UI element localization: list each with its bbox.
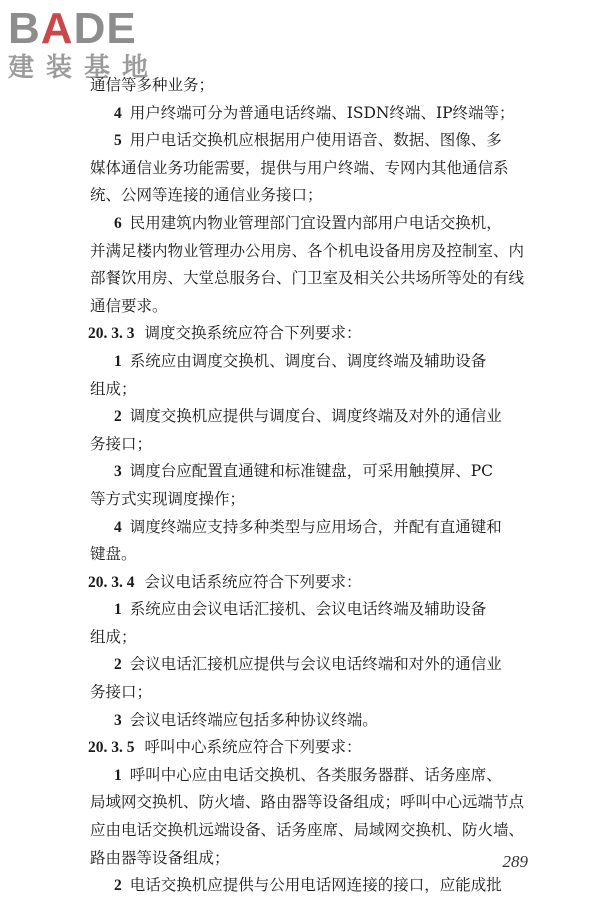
item-text: 用户电话交换机应根据用户使用语音、数据、图像、多: [129, 131, 502, 150]
continuation-line: 务接口；: [90, 683, 153, 702]
item-number: 6: [114, 214, 122, 232]
continuation-line: 媒体通信业务功能需要，提供与用户终端、专网内其他通信系: [90, 158, 509, 177]
continuation-line: 统、公网等连接的通信业务接口；: [90, 186, 323, 205]
continuation-line: 组成；: [90, 627, 137, 646]
list-item-line: [90, 707, 530, 735]
continuation-line: 等方式实现调度操作；: [90, 489, 246, 508]
item-text: 系统应由会议电话汇接机、会议电话终端及辅助设备: [129, 600, 487, 619]
item-text: 呼叫中心应由电话交换机、各类服务器群、话务座席、: [129, 765, 502, 784]
continuation-line: 键盘。: [90, 545, 137, 564]
item-text: 调度终端应支持多种类型与应用场合，并配有直通键和: [129, 517, 502, 536]
continuation-line: 通信要求。: [90, 296, 168, 315]
list-item-line: [90, 872, 530, 900]
item-text: 系统应由调度交换机、调度台、调度终端及辅助设备: [129, 351, 487, 370]
logo-subtitle: 建装基地: [8, 53, 161, 83]
item-number: 2: [114, 656, 122, 674]
continuation-line: 组成；: [90, 379, 137, 398]
section-text: 调度交换系统应符合下列要求：: [144, 324, 362, 343]
item-number: 5: [114, 132, 122, 150]
item-text: 调度交换机应提供与调度台、调度终端及对外的通信业: [129, 407, 502, 426]
section-heading: [90, 320, 530, 348]
item-text: 民用建筑内物业管理部门宜设置内部用户电话交换机，: [129, 213, 502, 232]
item-number: 2: [114, 877, 122, 895]
continuation-line: 并满足楼内物业管理办公用房、各个机电设备用房及控制室、内: [90, 241, 525, 260]
logo-brand-text: [8, 6, 178, 52]
item-text: 电话交换机应提供与公用电话网连接的接口，应能成批: [129, 876, 502, 895]
list-item-line: [90, 514, 530, 542]
item-number: 4: [114, 518, 122, 536]
body-text: [90, 72, 530, 900]
item-number: 3: [114, 711, 122, 729]
item-number: 1: [114, 601, 122, 619]
list-item-line: [90, 348, 530, 376]
section-heading: [90, 569, 530, 597]
logo-brand-a: A: [40, 4, 74, 53]
continuation-line: 通信等多种业务；: [90, 76, 215, 94]
item-text: 调度台应配置直通键和标准键盘，可采用触摸屏、PC: [129, 462, 494, 481]
list-item-line: [90, 596, 530, 624]
list-item-line: [90, 210, 530, 238]
continuation-line: 部餐饮用房、大堂总服务台、门卫室及相关公共场所等处的有线: [90, 269, 525, 288]
item-text: 会议电话终端应包括多种协议终端。: [129, 710, 378, 729]
page-number: 289: [502, 852, 528, 871]
item-number: 1: [114, 766, 122, 784]
logo-brand-de: DE: [73, 4, 137, 53]
item-number: 3: [114, 463, 122, 481]
list-item-line: [90, 651, 530, 679]
logo-brand-b: B: [8, 4, 41, 53]
continuation-line: 路由器等设备组成；: [90, 848, 230, 867]
list-item-line: [90, 100, 530, 128]
list-item-line: [90, 127, 530, 155]
section-number: 20. 3. 4: [88, 573, 135, 591]
list-item-line: [90, 762, 530, 790]
list-item-line: [90, 403, 530, 431]
item-text: 会议电话汇接机应提供与会议电话终端和对外的通信业: [129, 655, 502, 674]
item-number: 4: [114, 104, 122, 122]
continuation-line: 应由电话交换机远端设备、话务座席、局域网交换机、防火墙、: [90, 821, 525, 840]
item-number: 2: [114, 408, 122, 426]
section-number: 20. 3. 3: [88, 325, 135, 343]
list-item-line: [90, 458, 530, 486]
item-text: 用户终端可分为普通电话终端、ISDN终端、IP终端等；: [129, 103, 515, 122]
continuation-line: 务接口；: [90, 434, 153, 453]
section-number: 20. 3. 5: [88, 739, 135, 757]
section-text: 呼叫中心系统应符合下列要求：: [144, 738, 362, 757]
item-number: 1: [114, 352, 122, 370]
section-text: 会议电话系统应符合下列要求：: [144, 572, 362, 591]
continuation-line: 局域网交换机、防火墙、路由器等设备组成；呼叫中心远端节点: [90, 793, 525, 812]
section-heading: [90, 734, 530, 762]
